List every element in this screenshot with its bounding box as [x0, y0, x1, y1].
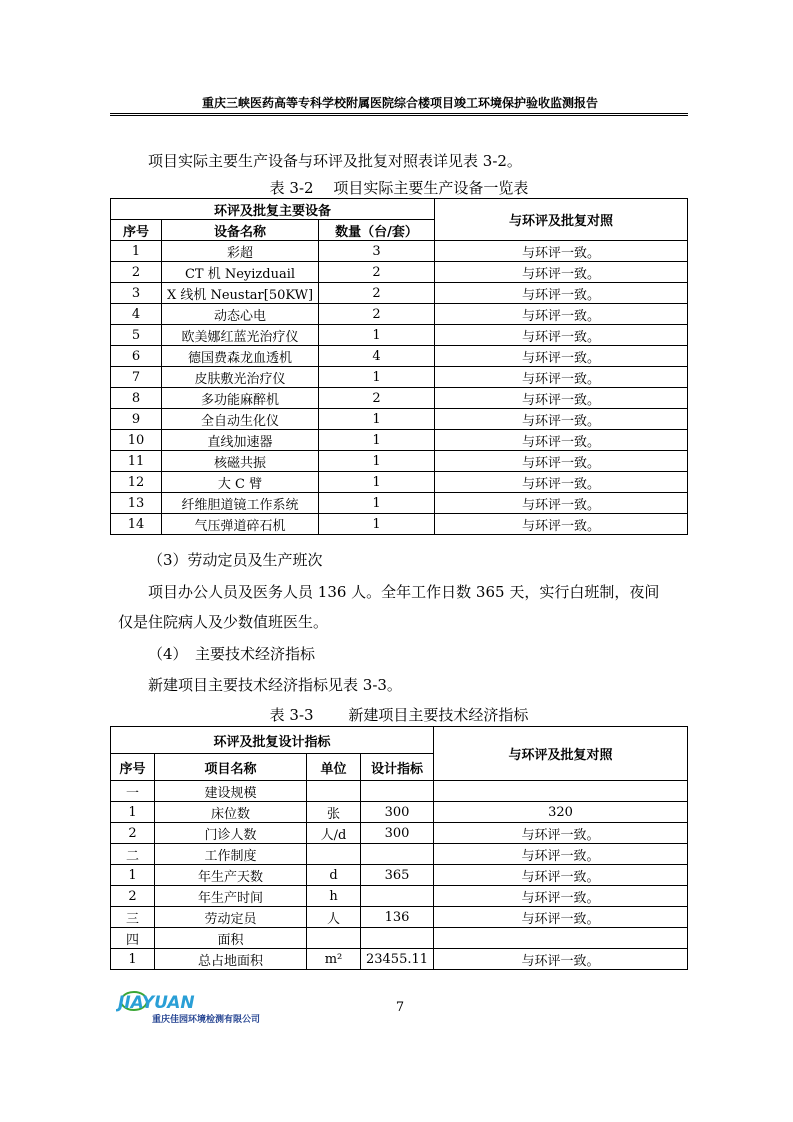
table1-cell: 与环评一致。: [435, 430, 688, 451]
table1-cell: 13: [111, 493, 162, 514]
report-header-title: 重庆三峡医药高等专科学校附属医院综合楼项目竣工环境保护验收监测报告: [201, 96, 598, 110]
table2-cell: [307, 928, 361, 949]
table2-cell: 与环评一致。: [434, 865, 688, 886]
header-rule-double: [110, 115, 688, 116]
table1-cell: 与环评一致。: [435, 346, 688, 367]
table2-cell: 与环评一致。: [434, 844, 688, 865]
table-row: [111, 262, 688, 283]
table2-cell: 与环评一致。: [434, 823, 688, 844]
table2-cell: 与环评一致。: [434, 886, 688, 907]
table2-col-no: 序号: [111, 754, 155, 781]
table1-cell: 与环评一致。: [435, 325, 688, 346]
table1-group-header: 环评及批复主要设备: [111, 199, 435, 220]
table2-cell: h: [307, 886, 361, 907]
table-row: [111, 928, 688, 949]
table2-cell: [361, 886, 434, 907]
table2-cell: 年生产天数: [155, 865, 307, 886]
table1-cell: 1: [319, 514, 435, 535]
table2-cell: 劳动定员: [155, 907, 307, 928]
table2-cell: 一: [111, 781, 155, 802]
table2-cell: 二: [111, 844, 155, 865]
table2-cell: [434, 928, 688, 949]
table-row: [111, 844, 688, 865]
table2-cell: [361, 781, 434, 802]
table1-cell: 3: [319, 241, 435, 262]
table2-cell: m²: [307, 949, 361, 970]
table2-cell: [434, 781, 688, 802]
table1-cell: 欧美娜红蓝光治疗仪: [162, 325, 319, 346]
page-number: 7: [395, 1000, 405, 1015]
table2-cell: 与环评一致。: [434, 949, 688, 970]
table1-cell: 多功能麻醉机: [162, 388, 319, 409]
table2-group-header: 环评及批复设计指标: [111, 727, 434, 754]
table2-cell: 四: [111, 928, 155, 949]
table1-intro: 项目实际主要生产设备与环评及批复对照表详见表 3-2。: [148, 152, 522, 170]
table1-cell: 2: [111, 262, 162, 283]
table2-cell: 2: [111, 886, 155, 907]
table1-cell: 与环评一致。: [435, 472, 688, 493]
table1-cell: 直线加速器: [162, 430, 319, 451]
table2-compare-header: 与环评及批复对照: [434, 727, 688, 781]
table1-cell: 2: [319, 283, 435, 304]
table-row: [111, 304, 688, 325]
table1-cell: 与环评一致。: [435, 514, 688, 535]
table1-cell: 11: [111, 451, 162, 472]
logo-mark: [116, 986, 276, 1026]
table1-cell: 动态心电: [162, 304, 319, 325]
table-row: [111, 388, 688, 409]
table1-cell: 与环评一致。: [435, 451, 688, 472]
table2-cell: 张: [307, 802, 361, 823]
table-row: [111, 865, 688, 886]
table1-cell: 与环评一致。: [435, 304, 688, 325]
table1-cell: 全自动生化仪: [162, 409, 319, 430]
table-row: [111, 367, 688, 388]
table-row: [111, 823, 688, 844]
table-row: [111, 514, 688, 535]
company-name: 重庆佳园环境检测有限公司: [152, 1015, 261, 1025]
table-row: [111, 907, 688, 928]
table1-cell: X 线机 Neustar[50KW]: [162, 283, 319, 304]
table1-cell: 8: [111, 388, 162, 409]
table1-cell: 1: [319, 472, 435, 493]
table1-cell: 7: [111, 367, 162, 388]
table1-cell: 10: [111, 430, 162, 451]
table2-cell: 300: [361, 823, 434, 844]
table2-cell: [361, 844, 434, 865]
table1-cell: 4: [319, 346, 435, 367]
table2-cell: 1: [111, 865, 155, 886]
table1-cell: 核磁共振: [162, 451, 319, 472]
table1-cell: 气压弹道碎石机: [162, 514, 319, 535]
table2-cell: 三: [111, 907, 155, 928]
table1-cell: 1: [111, 241, 162, 262]
table1-caption: 表 3-2 项目实际主要生产设备一览表: [269, 179, 529, 197]
table-row: [111, 325, 688, 346]
table2-col-unit: 单位: [307, 754, 361, 781]
table2-cell: 1: [111, 802, 155, 823]
table2-col-design: 设计指标: [361, 754, 434, 781]
table1-cell: 与环评一致。: [435, 262, 688, 283]
table1-cell: 1: [319, 325, 435, 346]
table2-cell: 人: [307, 907, 361, 928]
table1-cell: 与环评一致。: [435, 241, 688, 262]
table-row: [111, 283, 688, 304]
table1-cell: 与环评一致。: [435, 283, 688, 304]
table-row: [111, 949, 688, 970]
table2-cell: 136: [361, 907, 434, 928]
equipment-table: [110, 198, 688, 535]
table1-cell: 2: [319, 262, 435, 283]
table1-cell: 2: [319, 304, 435, 325]
table2-cell: 320: [434, 802, 688, 823]
table1-cell: 德国费森龙血透机: [162, 346, 319, 367]
table2-cell: 2: [111, 823, 155, 844]
table2-cell: 1: [111, 949, 155, 970]
table-row: [111, 451, 688, 472]
table-row: [111, 781, 688, 802]
table2-cell: 人/d: [307, 823, 361, 844]
table1-cell: 12: [111, 472, 162, 493]
table-row: [111, 241, 688, 262]
table1-cell: 1: [319, 367, 435, 388]
table2-cell: 床位数: [155, 802, 307, 823]
table2-cell: 面积: [155, 928, 307, 949]
table-row: [111, 886, 688, 907]
table-row: [111, 802, 688, 823]
table1-cell: 3: [111, 283, 162, 304]
table1-col-no: 序号: [111, 220, 162, 241]
table1-cell: 1: [319, 493, 435, 514]
table1-cell: 与环评一致。: [435, 367, 688, 388]
table1-cell: 纤维胆道镜工作系统: [162, 493, 319, 514]
table-row: [111, 409, 688, 430]
section3-line2: 仅是住院病人及少数值班医生。: [118, 613, 329, 631]
table2-caption: 表 3-3 新建项目主要技术经济指标: [269, 706, 529, 724]
table1-cell: 与环评一致。: [435, 493, 688, 514]
table1-cell: 与环评一致。: [435, 409, 688, 430]
table1-cell: 6: [111, 346, 162, 367]
section3-line1: 项目办公人员及医务人员 136 人。全年工作日数 365 天，实行白班制，夜间: [148, 583, 660, 601]
table1-col-name: 设备名称: [162, 220, 319, 241]
table2-cell: d: [307, 865, 361, 886]
table1-cell: 彩超: [162, 241, 319, 262]
table1-cell: 5: [111, 325, 162, 346]
table2-cell: [361, 928, 434, 949]
section4-intro: 新建项目主要技术经济指标见表 3-3。: [148, 676, 402, 694]
table2-cell: 365: [361, 865, 434, 886]
table2-cell: 年生产时间: [155, 886, 307, 907]
table1-cell: 14: [111, 514, 162, 535]
table2-cell: 工作制度: [155, 844, 307, 865]
section3-heading: （3）劳动定员及生产班次: [148, 551, 323, 569]
table2-cell: 建设规模: [155, 781, 307, 802]
table2-cell: 300: [361, 802, 434, 823]
table1-cell: 1: [319, 409, 435, 430]
table2-cell: 总占地面积: [155, 949, 307, 970]
table2-cell: 23455.11: [361, 949, 434, 970]
table1-cell: 1: [319, 451, 435, 472]
table2-cell: 门诊人数: [155, 823, 307, 844]
table2-cell: [307, 781, 361, 802]
table1-cell: 4: [111, 304, 162, 325]
table-row: [111, 472, 688, 493]
logo-wordmark: JIAYUAN: [118, 993, 195, 1013]
table1-col-qty: 数量（台/套）: [319, 220, 435, 241]
table-row: [111, 493, 688, 514]
table1-cell: 9: [111, 409, 162, 430]
table1-cell: 1: [319, 430, 435, 451]
company-logo: [116, 986, 276, 1026]
header-rule: [110, 113, 688, 114]
table1-cell: 大 C 臂: [162, 472, 319, 493]
indicator-table: [110, 726, 688, 970]
table-row: [111, 346, 688, 367]
table2-cell: [307, 844, 361, 865]
table1-cell: 2: [319, 388, 435, 409]
table-row: [111, 430, 688, 451]
table1-cell: 皮肤敷光治疗仪: [162, 367, 319, 388]
table2-col-name: 项目名称: [155, 754, 307, 781]
section4-heading: （4） 主要技术经济指标: [148, 645, 316, 663]
table2-cell: 与环评一致。: [434, 907, 688, 928]
table1-compare-header: 与环评及批复对照: [435, 199, 688, 241]
table1-cell: CT 机 Neyizduail: [162, 262, 319, 283]
table1-cell: 与环评一致。: [435, 388, 688, 409]
